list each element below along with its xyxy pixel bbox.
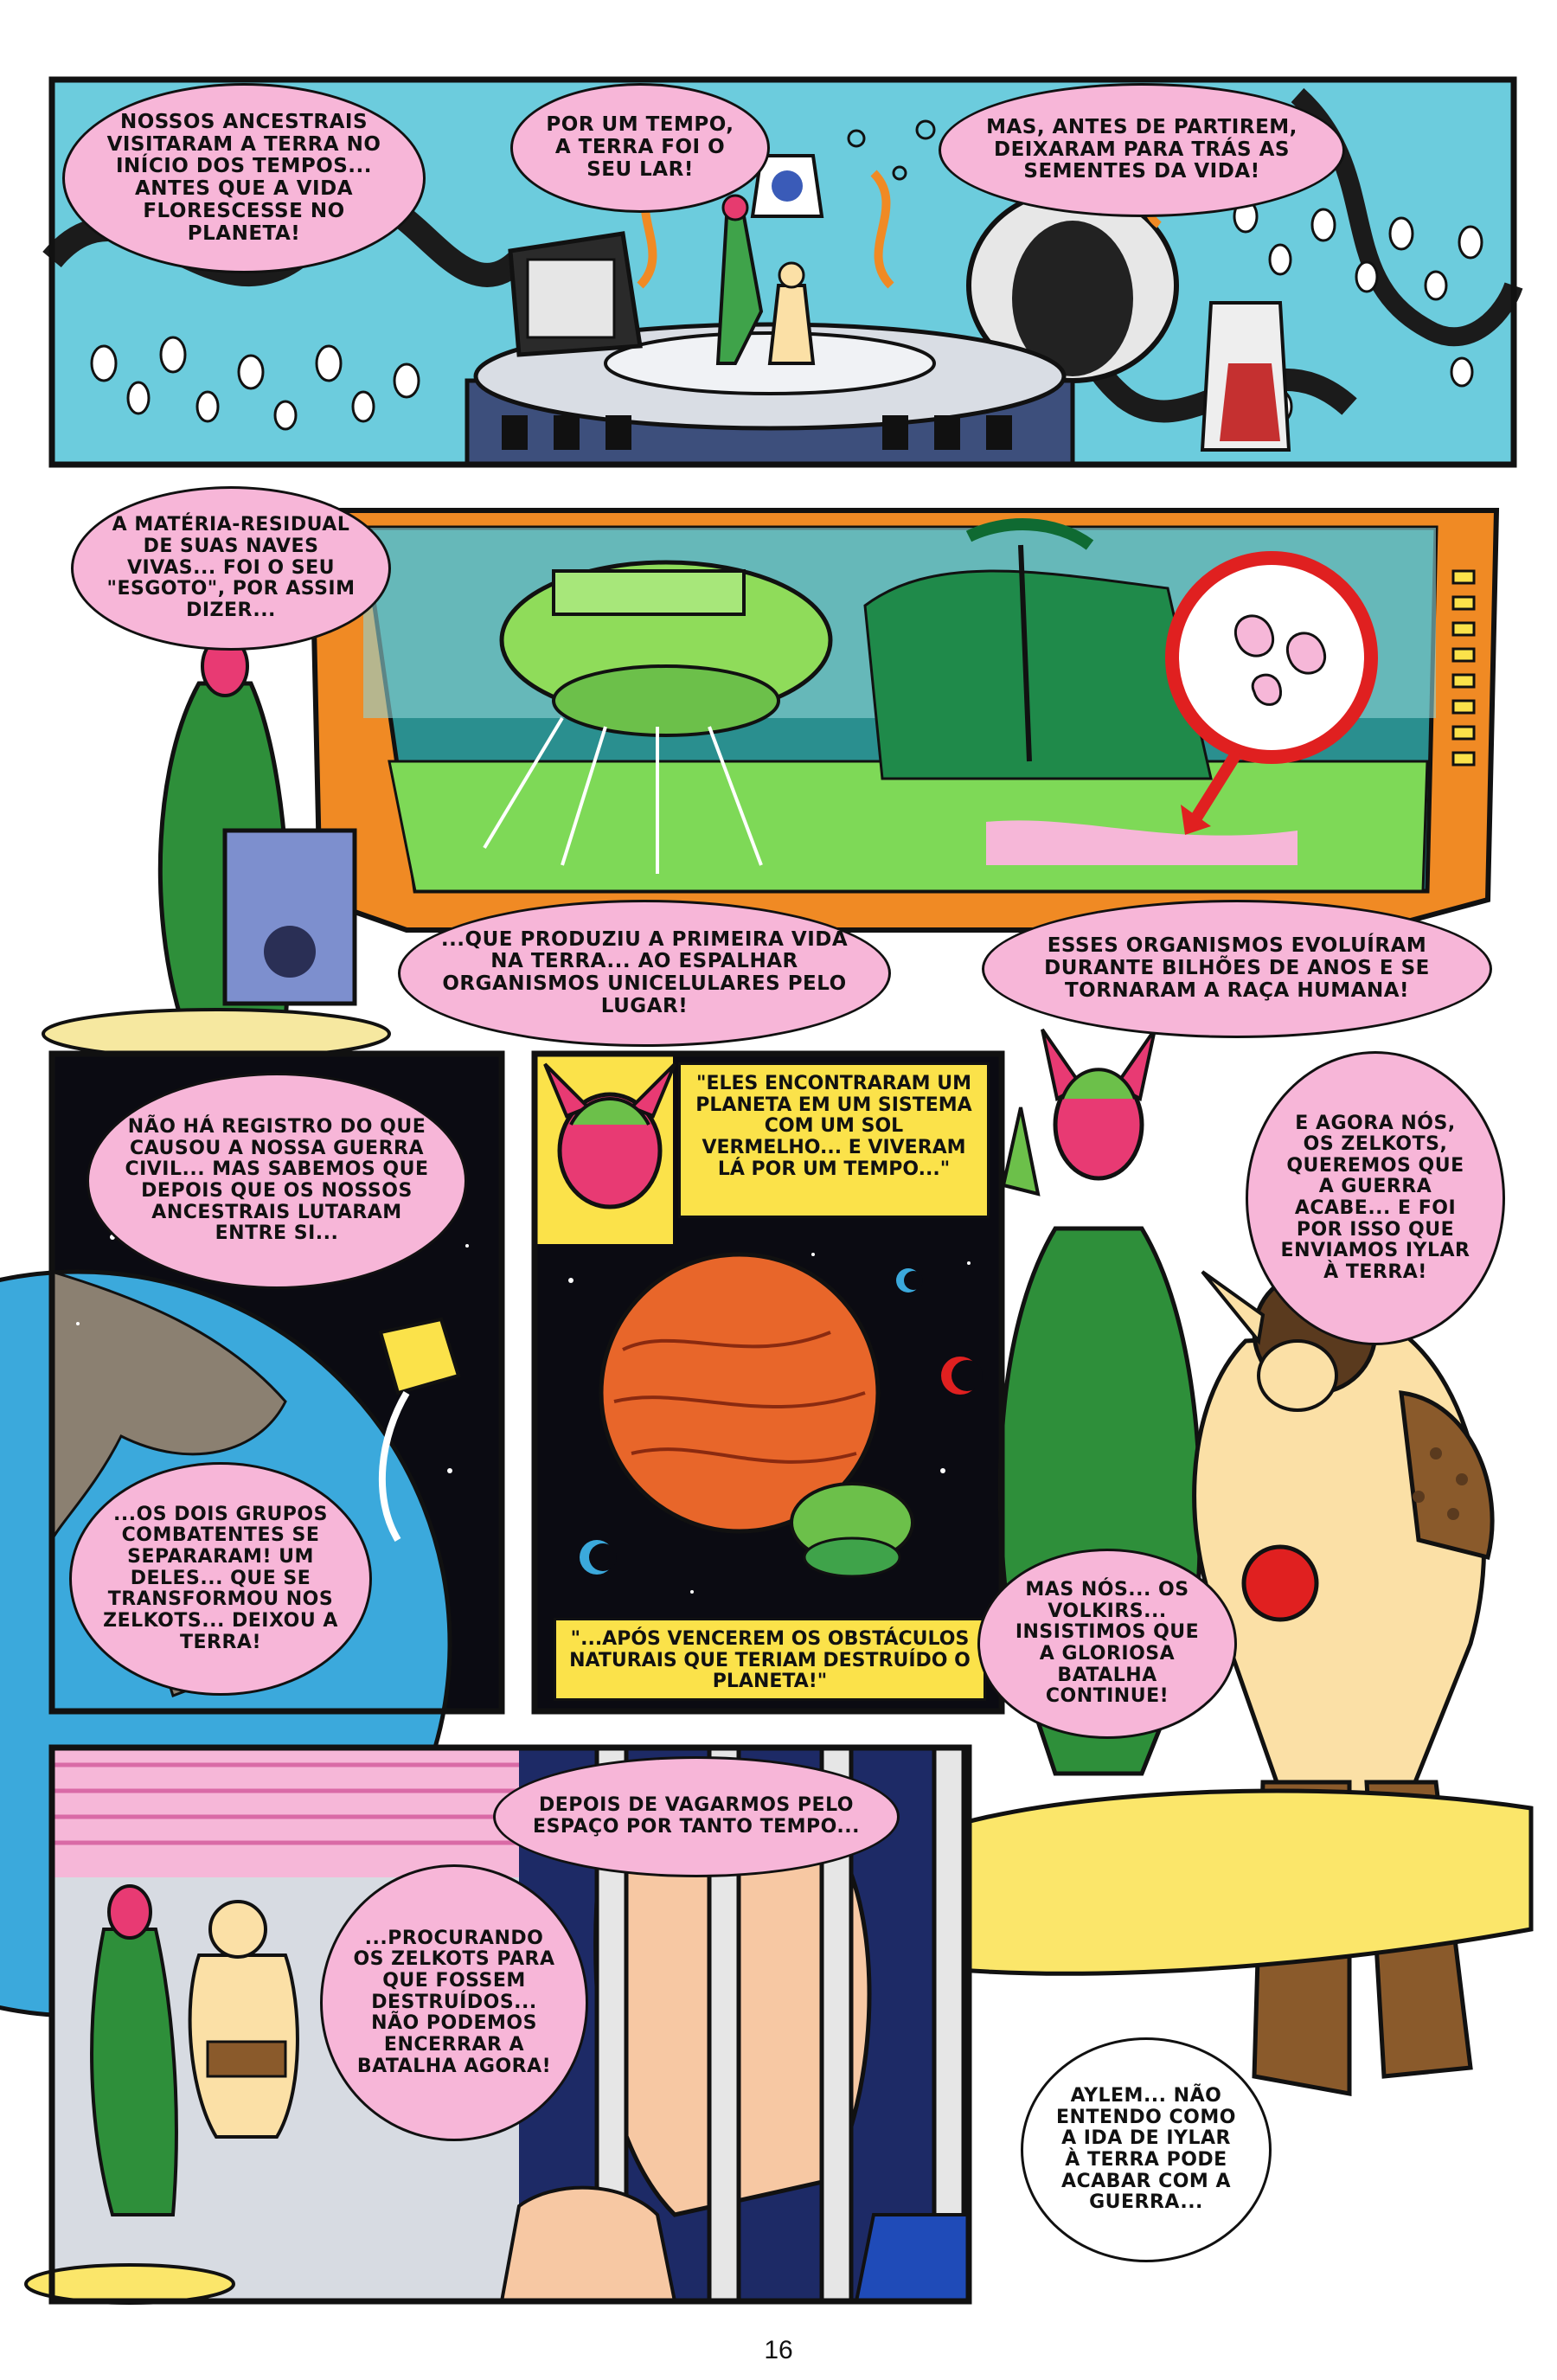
- speech-bubble: DEPOIS DE VAGARMOS PELO ESPAÇO POR TANTO TEMPO...: [493, 1756, 900, 1877]
- narration-caption: "...APÓS VENCEREM OS OBSTÁCULOS NATURAIS QUE TERIAM DESTRUÍDO O PLANETA!": [554, 1618, 986, 1701]
- speech-bubble: NÃO HÁ REGISTRO DO QUE CAUSOU A NOSSA GUERRA CIVIL... MAS SABEMOS QUE DEPOIS QUE OS NOSSOS ANCESTRAIS LUTARAM ENTRE SI...: [86, 1073, 467, 1289]
- speech-bubble: POR UM TEMPO, A TERRA FOI O SEU LAR!: [510, 83, 770, 213]
- narration-caption: "ELES ENCONTRARAM UM PLANETA EM UM SISTEMA COM UM SOL VERMELHO... E VIVERAM LÁ POR UM TEMPO...": [678, 1062, 990, 1218]
- speech-bubble: MAS NÓS... OS VOLKIRS... INSISTIMOS QUE A GLORIOSA BATALHA CONTINUE!: [977, 1549, 1237, 1739]
- speech-bubble: NOSSOS ANCESTRAIS VISITARAM A TERRA NO INÍCIO DOS TEMPOS... ANTES QUE A VIDA FLORESCESSE NO PLANETA!: [62, 83, 426, 273]
- speech-bubble: ...QUE PRODUZIU A PRIMEIRA VIDA NA TERRA... AO ESPALHAR ORGANISMOS UNICELULARES PELO LUGAR!: [398, 900, 891, 1047]
- speech-bubble: MAS, ANTES DE PARTIREM, DEIXARAM PARA TRÁS AS SEMENTES DA VIDA!: [939, 83, 1345, 217]
- speech-bubble: ESSES ORGANISMOS EVOLUÍRAM DURANTE BILHÕES DE ANOS E SE TORNARAM A RAÇA HUMANA!: [982, 900, 1492, 1038]
- speech-bubble: ...OS DOIS GRUPOS COMBATENTES SE SEPARARAM! UM DELES... QUE SE TRANSFORMOU NOS ZELKOTS... DEIXOU A TERRA!: [69, 1462, 372, 1696]
- speech-bubble: ...PROCURANDO OS ZELKOTS PARA QUE FOSSEM DESTRUÍDOS... NÃO PODEMOS ENCERRAR A BATALHA AGORA!: [320, 1864, 588, 2141]
- page-number: 16: [764, 2336, 793, 2364]
- speech-bubble: E AGORA NÓS, OS ZELKOTS, QUEREMOS QUE A GUERRA ACABE... E FOI POR ISSO QUE ENVIAMOS IYLAR À TERRA!: [1246, 1051, 1505, 1345]
- speech-bubble: A MATÉRIA-RESIDUAL DE SUAS NAVES VIVAS... FOI O SEU "ESGOTO", POR ASSIM DIZER...: [71, 486, 391, 651]
- speech-bubble: AYLEM... NÃO ENTENDO COMO A IDA DE IYLAR À TERRA PODE ACABAR COM A GUERRA...: [1021, 2037, 1272, 2262]
